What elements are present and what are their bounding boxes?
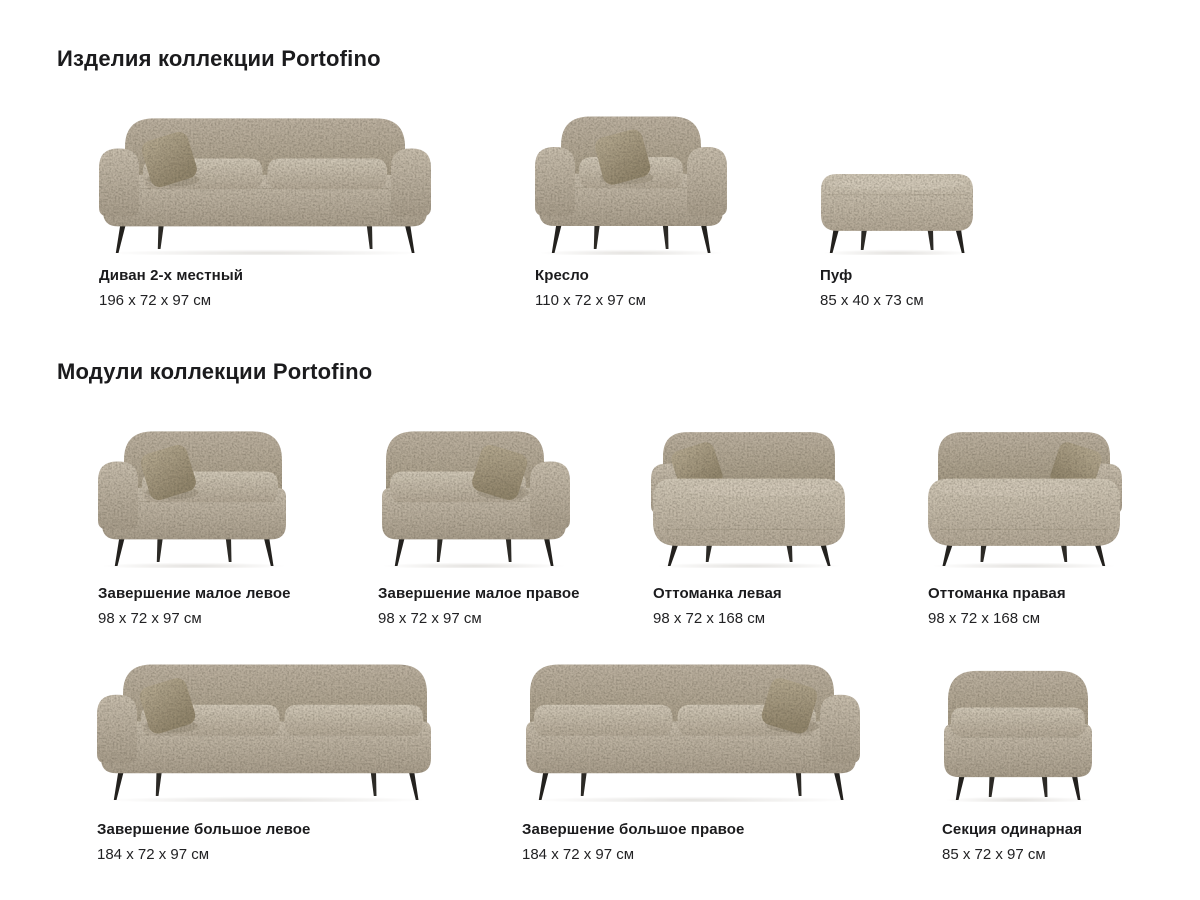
module-section-single-image xyxy=(940,658,1096,802)
module-end-small-left-image xyxy=(96,425,292,568)
product-caption xyxy=(99,266,243,310)
product-dimensions: 184 x 72 x 97 см xyxy=(97,846,210,863)
product-dimensions: 98 x 72 x 168 см xyxy=(928,610,1041,627)
product-caption xyxy=(928,584,1066,628)
product-name: Завершение малое правое xyxy=(378,585,580,602)
product-caption xyxy=(378,584,580,628)
product-name: Оттоманка левая xyxy=(653,585,782,602)
product-name: Завершение малое левое xyxy=(98,585,291,602)
product-caption xyxy=(653,584,782,628)
product-dimensions: 85 x 72 x 97 см xyxy=(942,846,1046,863)
product-dimensions: 98 x 72 x 168 см xyxy=(653,610,766,627)
product-name: Секция одинарная xyxy=(942,821,1083,838)
product-dimensions: 184 x 72 x 97 см xyxy=(522,846,635,863)
module-end-small-right-image xyxy=(376,425,572,568)
sofa-2-seat-image xyxy=(97,110,433,255)
product-dimensions: 110 x 72 x 97 см xyxy=(535,292,646,309)
module-ottoman-right-image xyxy=(926,425,1122,568)
product-name: Завершение большое правое xyxy=(522,821,745,838)
product-name: Оттоманка правая xyxy=(928,585,1066,602)
section-heading-modules: Модули коллекции Portofino xyxy=(57,359,373,384)
product-caption xyxy=(97,820,310,864)
pouf-image xyxy=(818,110,976,255)
product-caption xyxy=(820,266,924,310)
product-name: Пуф xyxy=(820,267,853,284)
product-name: Диван 2-х местный xyxy=(99,267,244,284)
module-end-large-right-image xyxy=(520,658,862,802)
product-dimensions: 98 x 72 x 97 см xyxy=(98,610,202,627)
product-name: Кресло xyxy=(535,267,589,284)
product-dimensions: 98 x 72 x 97 см xyxy=(378,610,482,627)
product-caption xyxy=(942,820,1082,864)
product-caption xyxy=(522,820,744,864)
section-heading-products: Изделия коллекции Portofino xyxy=(57,46,381,71)
product-caption xyxy=(535,266,646,310)
product-name: Завершение большое левое xyxy=(97,821,311,838)
product-dimensions: 196 x 72 x 97 см xyxy=(99,292,212,309)
product-caption xyxy=(98,584,291,628)
product-dimensions: 85 x 40 x 73 см xyxy=(820,292,924,309)
module-ottoman-left-image xyxy=(651,425,847,568)
module-end-large-left-image xyxy=(95,658,437,802)
armchair-image xyxy=(533,110,729,255)
